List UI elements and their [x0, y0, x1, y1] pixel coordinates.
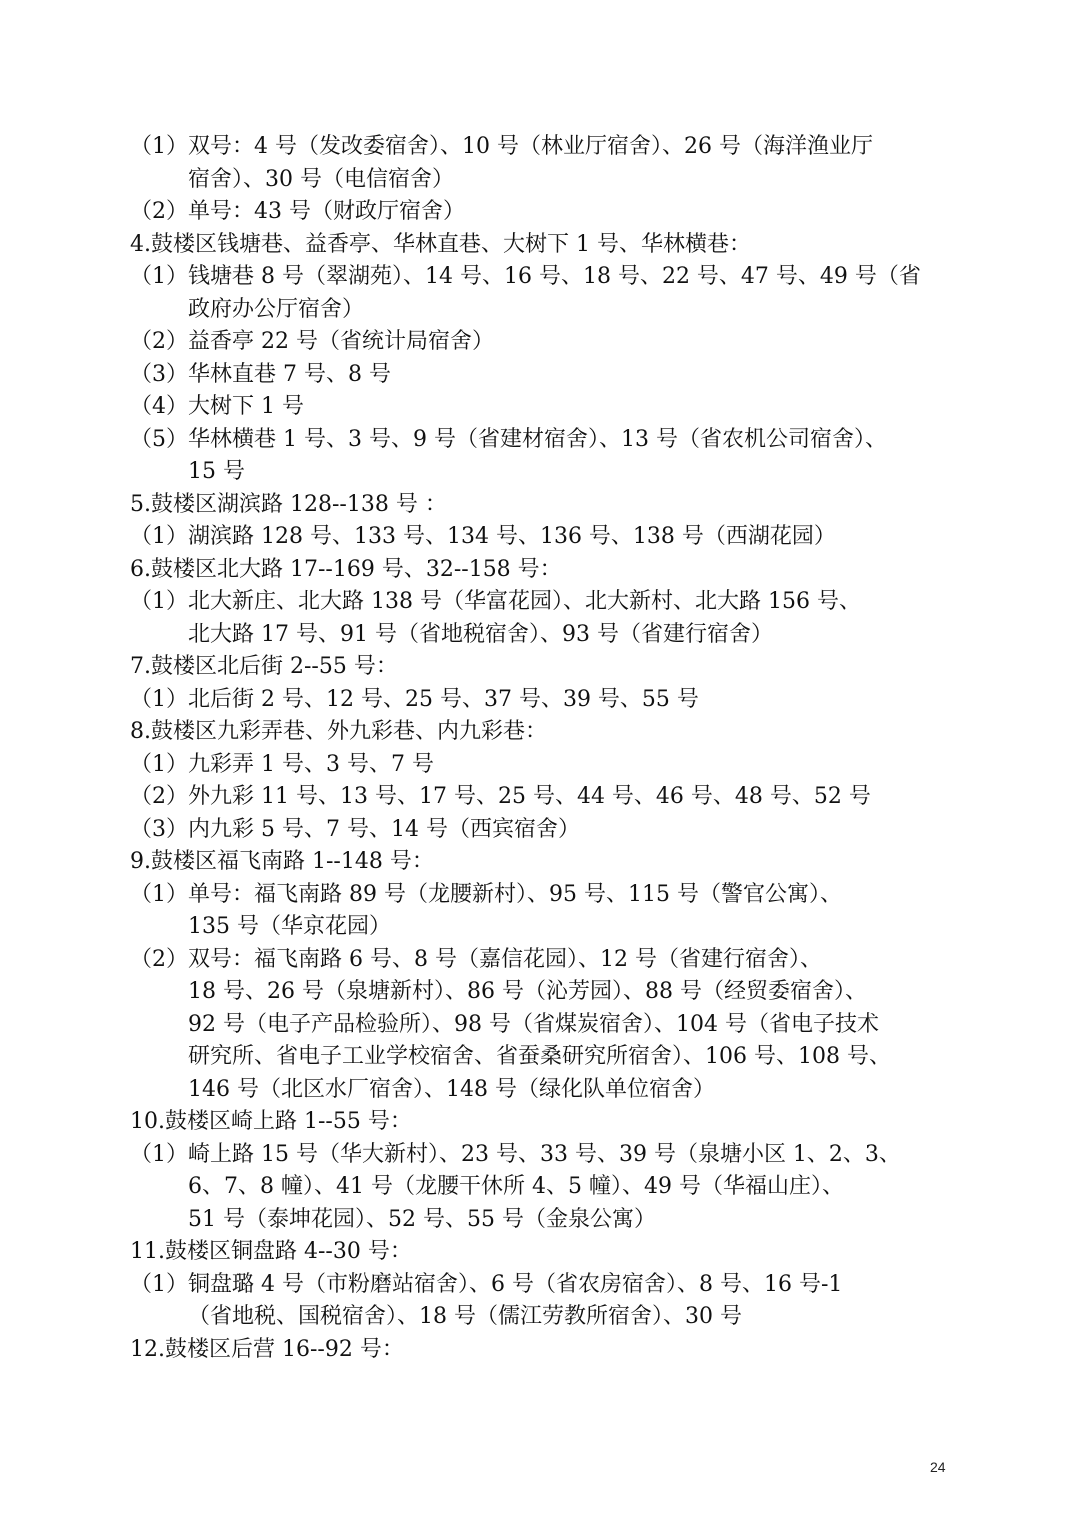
list-item: （3）华林直巷 7 号、8 号	[130, 361, 391, 387]
document-body	[130, 131, 960, 1366]
list-item: （2）单号：43 号（财政厅宿舍）	[130, 199, 465, 224]
list-item: （1）北大新庄、北大路 138 号（华富花园）、北大新村、北大路 156 号、	[130, 589, 861, 614]
section-heading: 5.鼓楼区湖滨路 128--138 号 ：	[130, 491, 447, 517]
list-item: （2）益香亭 22 号（省统计局宿舍）	[130, 329, 494, 354]
list-item: （1）钱塘巷 8 号（翠湖苑）、14 号、16 号、18 号、22 号、47 号、49 号（省	[130, 264, 921, 289]
list-item-continuation: 宿舍）、30 号（电信宿舍）	[188, 166, 454, 192]
list-item: （2）外九彩 11 号、13 号、17 号、25 号、44 号、46 号、48 号、52 号	[130, 784, 871, 809]
list-item-continuation: 研究所、省电子工业学校宿舍、省蚕桑研究所宿舍）、106 号、108 号、	[188, 1044, 891, 1069]
list-item: （5）华林横巷 1 号、3 号、9 号（省建材宿舍）、13 号（省农机公司宿舍）、	[130, 426, 887, 452]
list-item-continuation: 51 号（泰坤花园）、52 号、55 号（金泉公寓）	[188, 1206, 656, 1232]
section-heading: 10.鼓楼区崎上路 1--55 号：	[130, 1109, 412, 1134]
list-item: （1）双号：4 号（发改委宿舍）、10 号（林业厅宿舍）、26 号（海洋渔业厅	[130, 134, 873, 159]
list-item: （1）崎上路 15 号（华大新村）、23 号、33 号、39 号（泉塘小区 1、2、3、	[130, 1141, 901, 1167]
section-heading: 12.鼓楼区后营 16--92 号：	[130, 1336, 404, 1362]
list-item-continuation: 135 号（华京花园）	[188, 914, 391, 939]
list-item: （1）铜盘璐 4 号（市粉磨站宿舍）、6 号（省农房宿舍）、8 号、16 号-1	[130, 1271, 843, 1297]
list-item-continuation: 北大路 17 号、91 号（省地税宿舍）、93 号（省建行宿舍）	[188, 621, 773, 647]
page-number: 24	[930, 1459, 946, 1475]
list-item-continuation: 政府办公厅宿舍）	[188, 296, 365, 322]
list-item: （2）双号：福飞南路 6 号、8 号（嘉信花园）、12 号（省建行宿舍）、	[130, 946, 822, 972]
list-item: （1）九彩弄 1 号、3 号、7 号	[130, 751, 434, 777]
list-item: （1）单号：福飞南路 89 号（龙腰新村）、95 号、115 号（警官公寓）、	[130, 881, 842, 907]
section-heading: 11.鼓楼区铜盘路 4--30 号：	[130, 1239, 412, 1264]
section-heading: 8.鼓楼区九彩弄巷、外九彩巷、内九彩巷：	[130, 719, 547, 744]
section-heading: 7.鼓楼区北后街 2--55 号：	[130, 654, 398, 679]
section-heading: 9.鼓楼区福飞南路 1--148 号：	[130, 849, 434, 874]
list-item: （3）内九彩 5 号、7 号、14 号（西宾宿舍）	[130, 816, 580, 842]
list-item: （1）湖滨路 128 号、133 号、134 号、136 号、138 号（西湖花园）	[130, 524, 836, 549]
section-heading: 6.鼓楼区北大路 17--169 号、32--158 号：	[130, 556, 562, 582]
list-item: （4）大树下 1 号	[130, 394, 304, 419]
list-item-continuation: 18 号、26 号（泉塘新村）、86 号（沁芳园）、88 号（经贸委宿舍）、	[188, 979, 867, 1004]
list-item-continuation: （省地税、国税宿舍）、18 号（儒江劳教所宿舍）、30 号	[188, 1304, 742, 1329]
list-item-continuation: 6、7、8 幢）、41 号（龙腰干休所 4、5 幢）、49 号（华福山庄）、	[188, 1174, 844, 1199]
list-item-continuation: 146 号（北区水厂宿舍）、148 号（绿化队单位宿舍）	[188, 1076, 715, 1102]
list-item: （1）北后街 2 号、12 号、25 号、37 号、39 号、55 号	[130, 686, 699, 712]
list-item-continuation: 92 号（电子产品检验所）、98 号（省煤炭宿舍）、104 号（省电子技术	[188, 1011, 879, 1037]
section-heading: 4.鼓楼区钱塘巷、益香亭、华林直巷、大树下 1 号、华林横巷：	[130, 231, 751, 257]
list-item-continuation: 15 号	[188, 459, 245, 484]
